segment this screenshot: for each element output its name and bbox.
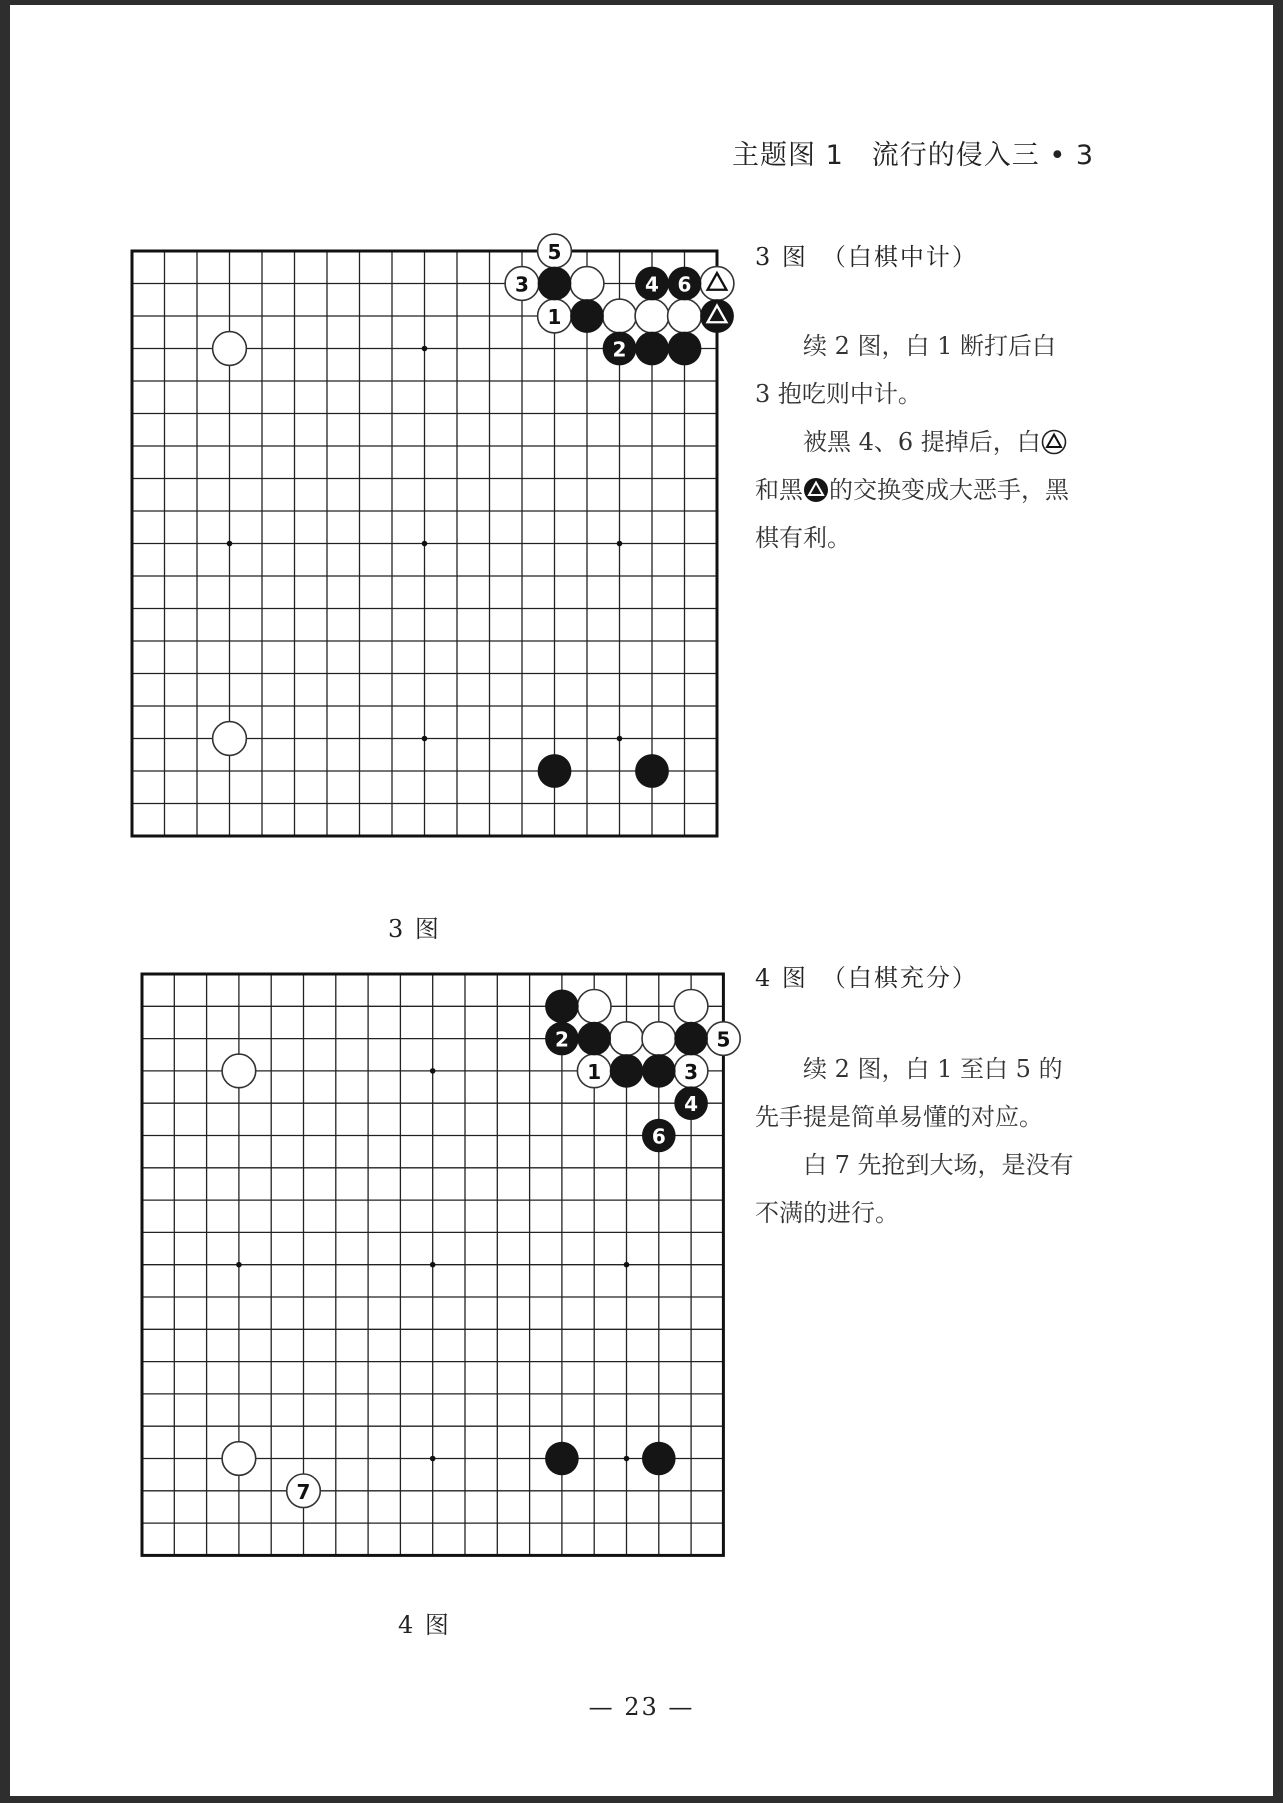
black-stone [668, 332, 702, 366]
star-point [624, 1456, 630, 1462]
star-point [227, 541, 233, 547]
diagram-3-heading: 3 图 （白棋中计） [755, 243, 978, 271]
white-stone [213, 722, 247, 756]
black-stone [545, 990, 579, 1024]
black-stone [570, 299, 604, 333]
diagram-3-paragraph-1: 续 2 图，白 1 断打后白 3 抱吃则中计。 [755, 332, 1057, 408]
page-number: — 23 — [588, 1693, 695, 1721]
white-stone-move-number: 5 [547, 240, 562, 264]
black-stone [538, 267, 572, 301]
black-stone [642, 1054, 676, 1088]
star-point [430, 1068, 436, 1074]
page-header: 主题图 1 流行的侵入三 • 3 [732, 140, 1095, 171]
white-stone-move-number: 5 [716, 1027, 731, 1052]
diagram-3-caption: 3 图 [388, 915, 441, 943]
white-triangle-stone-icon [1041, 429, 1067, 455]
diagram-3-paragraph-2-part-1: 被黑 4、6 提掉后，白 [803, 428, 1041, 456]
star-point [617, 736, 623, 742]
diagram-4-caption: 4 图 [398, 1611, 451, 1639]
go-board-diagram-4 [138, 970, 735, 1562]
black-stone [642, 1442, 676, 1476]
white-stone [603, 299, 637, 333]
white-stone [635, 299, 669, 333]
book-page [10, 5, 1273, 1796]
go-board-diagram-3 [128, 240, 728, 855]
black-stone [538, 754, 572, 788]
white-stone [222, 1054, 256, 1088]
diagram-4-heading: 4 图 （白棋充分） [755, 964, 978, 992]
black-stone [674, 1022, 708, 1056]
black-stone-move-number: 2 [612, 337, 627, 362]
white-stone-move-number: 1 [547, 305, 562, 329]
star-point [430, 1456, 436, 1462]
black-stone-move-number: 6 [651, 1124, 666, 1149]
star-point [422, 346, 428, 352]
white-stone-move-number: 3 [515, 272, 529, 297]
white-stone [570, 267, 604, 301]
black-stone [610, 1054, 644, 1088]
diagram-3-paragraph-2-part-3: 的交换变成大恶手，黑棋有利。 [755, 476, 1069, 552]
diagram-3-paragraph-2 [755, 418, 1075, 562]
black-stone [545, 1442, 579, 1476]
white-stone [222, 1442, 256, 1476]
white-stone [674, 990, 708, 1024]
black-triangle-stone-icon [803, 477, 829, 503]
diagram-4-paragraph-1: 续 2 图，白 1 至白 5 的先手提是简单易懂的对应。 [755, 1055, 1063, 1131]
diagram-3-paragraph-2-part-2: 和黑 [755, 476, 803, 504]
white-stone [213, 332, 247, 366]
white-stone [642, 1022, 676, 1056]
white-stone-move-number: 3 [684, 1059, 699, 1084]
black-stone-move-number: 4 [645, 272, 659, 297]
star-point [430, 1262, 436, 1268]
white-stone-move-number: 1 [587, 1059, 602, 1084]
star-point [422, 541, 428, 547]
black-stone [635, 754, 669, 788]
diagram-4-commentary [755, 1045, 1075, 1237]
star-point [236, 1262, 242, 1268]
white-stone [668, 299, 702, 333]
white-stone [610, 1022, 644, 1056]
star-point [422, 736, 428, 742]
black-stone-move-number: 4 [684, 1092, 699, 1117]
black-stone-move-number: 2 [554, 1027, 569, 1052]
black-stone [577, 1022, 611, 1056]
diagram-3-commentary [755, 322, 1075, 562]
white-stone [577, 990, 611, 1024]
star-point [624, 1262, 630, 1268]
black-stone [635, 332, 669, 366]
diagram-4-paragraph-2: 白 7 先抢到大场，是没有不满的进行。 [755, 1151, 1074, 1227]
star-point [617, 541, 623, 547]
white-stone-move-number: 7 [296, 1479, 311, 1504]
black-stone-move-number: 6 [677, 272, 692, 297]
